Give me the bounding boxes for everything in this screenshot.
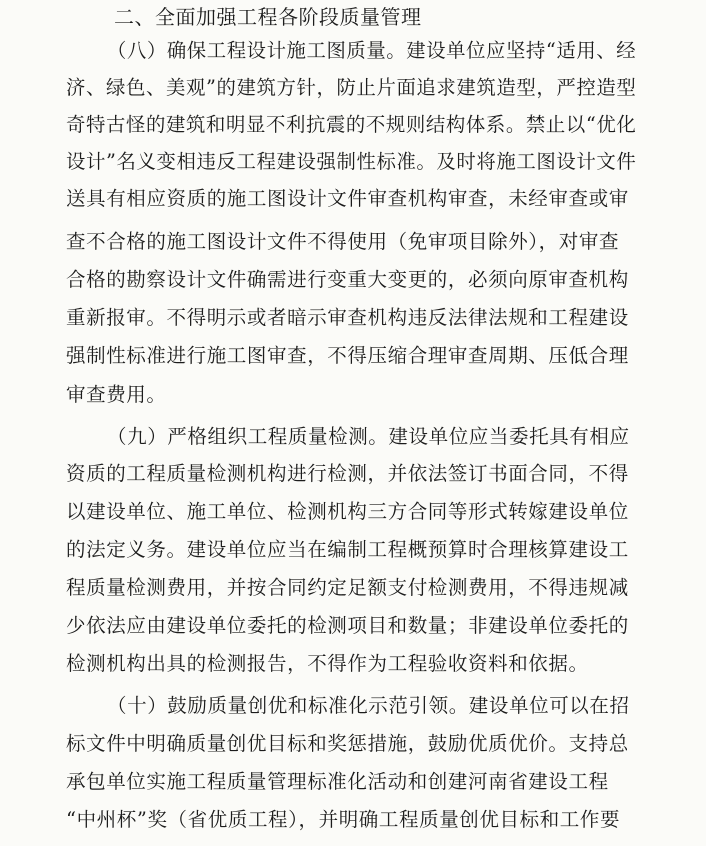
paragraph-8-line-4: 设计”名义变相违反工程建设强制性标准。及时将施工图设计文件 — [66, 150, 637, 173]
paragraph-10-line-2: 标文件中明确质量创优目标和奖惩措施，鼓励优质优价。支持总 — [66, 732, 629, 755]
paragraph-10-line-4: “中州杯”奖（省优质工程），并明确工程质量创优目标和工作要 — [66, 808, 621, 831]
paragraph-8-line-2: 济、绿色、美观”的建筑方针，防止片面追求建筑造型，严控造型 — [66, 76, 637, 99]
paragraph-9-line-3: 以建设单位、施工单位、检测机构三方合同等形式转嫁建设单位 — [66, 500, 629, 523]
paragraph-8-line-6: 查不合格的施工图设计文件不得使用（免审项目除外），对审查 — [66, 230, 620, 253]
paragraph-9-line-2: 资质的工程质量检测机构进行检测，并依法签订书面合同，不得 — [66, 462, 629, 485]
paragraph-9-line-1: （九）严格组织工程质量检测。建设单位应当委托具有相应 — [107, 425, 630, 448]
paragraph-9-line-6: 少依法应由建设单位委托的检测项目和数量；非建设单位委托的 — [66, 614, 629, 637]
paragraph-10-line-1: （十）鼓励质量创优和标准化示范引领。建设单位可以在招 — [107, 694, 630, 717]
paragraph-10-line-3: 承包单位实施工程质量管理标准化活动和创建河南省建设工程 — [66, 770, 609, 793]
paragraph-8-line-10: 审查费用。 — [66, 383, 167, 406]
paragraph-9-line-7: 检测机构出具的检测报告，不得作为工程验收资料和依据。 — [66, 652, 589, 675]
paragraph-8-line-3: 奇特古怪的建筑和明显不利抗震的不规则结构体系。禁止以“优化 — [66, 113, 637, 136]
paragraph-8-line-5: 送具有相应资质的施工图设计文件审查机构审查，未经审查或审 — [66, 187, 629, 210]
paragraph-9-line-4: 的法定义务。建设单位应当在编制工程概预算时合理核算建设工 — [66, 538, 629, 561]
paragraph-9-line-5: 程质量检测费用，并按合同约定足额支付检测费用，不得违规减 — [66, 576, 629, 599]
paragraph-8-line-1: （八）确保工程设计施工图质量。建设单位应坚持“适用、经 — [107, 39, 637, 62]
paragraph-8-line-7: 合格的勘察设计文件确需进行变重大变更的，必须向原审查机构 — [66, 268, 629, 291]
section-heading: 二、全面加强工程各阶段质量管理 — [114, 5, 422, 29]
paragraph-8-line-9: 强制性标准进行施工图审查，不得压缩合理审查周期、压低合理 — [66, 344, 629, 367]
paragraph-8-line-8: 重新报审。不得明示或者暗示审查机构违反法律法规和工程建设 — [66, 306, 629, 329]
